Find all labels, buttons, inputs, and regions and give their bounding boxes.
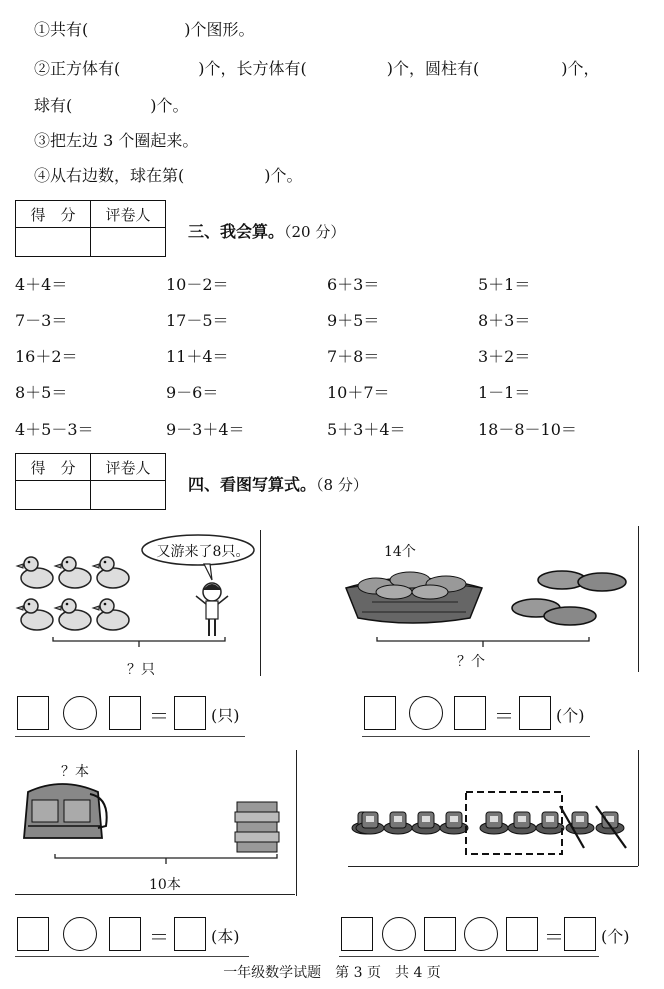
speech-bubble-text: 又游来了8只。 xyxy=(156,544,250,560)
q4-prefix: ④从右边数，球在第( xyxy=(34,166,185,185)
frame-line xyxy=(294,750,297,896)
operator-circle[interactable] xyxy=(63,917,97,951)
equals-sign: ＝ xyxy=(544,925,564,949)
potato-count-label: 14个 xyxy=(384,544,416,560)
answer-box[interactable] xyxy=(454,696,486,730)
calc-problem: 10－2＝ xyxy=(166,275,229,294)
calc-problem: 7－3＝ xyxy=(15,311,68,330)
score-cell[interactable] xyxy=(16,228,91,257)
operator-circle[interactable] xyxy=(382,917,416,951)
q2-part2: )个，长方体有( xyxy=(198,59,307,78)
calc-problem: 5＋3＋4＝ xyxy=(327,420,406,439)
section4-title xyxy=(188,472,368,495)
calc-problem: 4＋5－3＝ xyxy=(15,420,94,439)
backpack-illustration xyxy=(14,778,110,844)
frame-line xyxy=(15,893,295,895)
section3-title xyxy=(188,219,345,242)
q1-suffix: )个图形。 xyxy=(184,20,255,39)
page-footer: 一年级数学试题 第 3 页 共 4 页 xyxy=(223,965,441,981)
operator-circle[interactable] xyxy=(409,696,443,730)
calc-problem: 9＋5＝ xyxy=(327,311,380,330)
answer-box[interactable] xyxy=(364,696,396,730)
ducks-illustration xyxy=(15,552,131,638)
unit-label: (只) xyxy=(211,706,240,725)
calc-problem: 9－6＝ xyxy=(166,383,219,402)
calc-problem: 18－8－10＝ xyxy=(478,420,577,439)
calc-problem: 8＋5＝ xyxy=(15,383,68,402)
section4-points: （8 分） xyxy=(316,476,368,494)
answer-box[interactable] xyxy=(519,696,551,730)
q2-part4: )个， xyxy=(561,59,600,78)
answer-box[interactable] xyxy=(341,917,373,951)
brace-ducks xyxy=(52,636,226,650)
question-2-cont xyxy=(34,93,189,116)
answer-box[interactable] xyxy=(564,917,596,951)
calc-problem: 10＋7＝ xyxy=(327,383,390,402)
unit-label: (个) xyxy=(556,706,585,725)
calc-problem: 17－5＝ xyxy=(166,311,229,330)
section3-points: （20 分） xyxy=(284,223,346,241)
grader-cell[interactable] xyxy=(91,228,166,257)
calc-problem: 8＋3＝ xyxy=(478,311,531,330)
q2-part5: 球有( xyxy=(34,96,73,115)
calc-problem: 6＋3＝ xyxy=(327,275,380,294)
calc-problem: 1－1＝ xyxy=(478,383,531,402)
calc-problem: 5＋1＝ xyxy=(478,275,531,294)
answer-box[interactable] xyxy=(17,917,49,951)
score-header: 得 分 xyxy=(16,454,91,481)
underline xyxy=(15,956,249,957)
equals-sign: ＝ xyxy=(149,704,169,728)
calc-problem: 16＋2＝ xyxy=(15,347,78,366)
unit-label: (本) xyxy=(211,927,240,946)
section4-title-text: 四、看图写算式。 xyxy=(188,475,317,494)
q1-prefix: ①共有( xyxy=(34,20,89,39)
books-question-label: ？本 xyxy=(61,764,89,780)
equals-sign: ＝ xyxy=(494,704,514,728)
q2-part1: ②正方体有( xyxy=(34,59,121,78)
brace-books xyxy=(54,853,278,867)
section3-title-text: 三、我会算。 xyxy=(188,222,285,241)
calc-problem: 9－3＋4＝ xyxy=(166,420,245,439)
books-illustration xyxy=(231,798,285,856)
score-header: 得 分 xyxy=(16,201,91,228)
potatoes-question-label: ？个 xyxy=(457,654,485,670)
question-1 xyxy=(34,17,255,40)
answer-box[interactable] xyxy=(17,696,49,730)
score-box-section4 xyxy=(15,453,166,510)
operator-circle[interactable] xyxy=(464,917,498,951)
underline xyxy=(362,736,590,737)
calc-problem: 4＋4＝ xyxy=(15,275,68,294)
grader-header: 评卷人 xyxy=(91,201,166,228)
grader-header: 评卷人 xyxy=(91,454,166,481)
mushrooms-illustration xyxy=(348,786,638,866)
q4-suffix: )个。 xyxy=(264,166,303,185)
question-3: ③把左边 3 个圈起来。 xyxy=(34,131,199,150)
underline xyxy=(339,956,599,957)
potatoes-illustration xyxy=(342,562,638,642)
unit-label: (个) xyxy=(601,927,630,946)
ducks-question-label: ？只 xyxy=(127,662,155,678)
q2-part6: )个。 xyxy=(150,96,189,115)
calc-problem: 11＋4＝ xyxy=(166,347,229,366)
answer-box[interactable] xyxy=(174,696,206,730)
underline xyxy=(15,736,245,737)
books-total-label: 10本 xyxy=(149,877,181,893)
answer-box[interactable] xyxy=(109,917,141,951)
calc-problem: 7＋8＝ xyxy=(327,347,380,366)
frame-line xyxy=(348,865,638,867)
operator-circle[interactable] xyxy=(63,696,97,730)
answer-box[interactable] xyxy=(109,696,141,730)
answer-box[interactable] xyxy=(424,917,456,951)
answer-box[interactable] xyxy=(174,917,206,951)
score-box-section3 xyxy=(15,200,166,257)
score-cell[interactable] xyxy=(16,481,91,510)
question-4 xyxy=(34,163,303,186)
q2-part3: )个，圆柱有( xyxy=(386,59,480,78)
grader-cell[interactable] xyxy=(91,481,166,510)
calc-problem: 3＋2＝ xyxy=(478,347,531,366)
answer-box[interactable] xyxy=(506,917,538,951)
question-2 xyxy=(34,56,600,79)
brace-potatoes xyxy=(376,636,590,650)
equals-sign: ＝ xyxy=(149,925,169,949)
